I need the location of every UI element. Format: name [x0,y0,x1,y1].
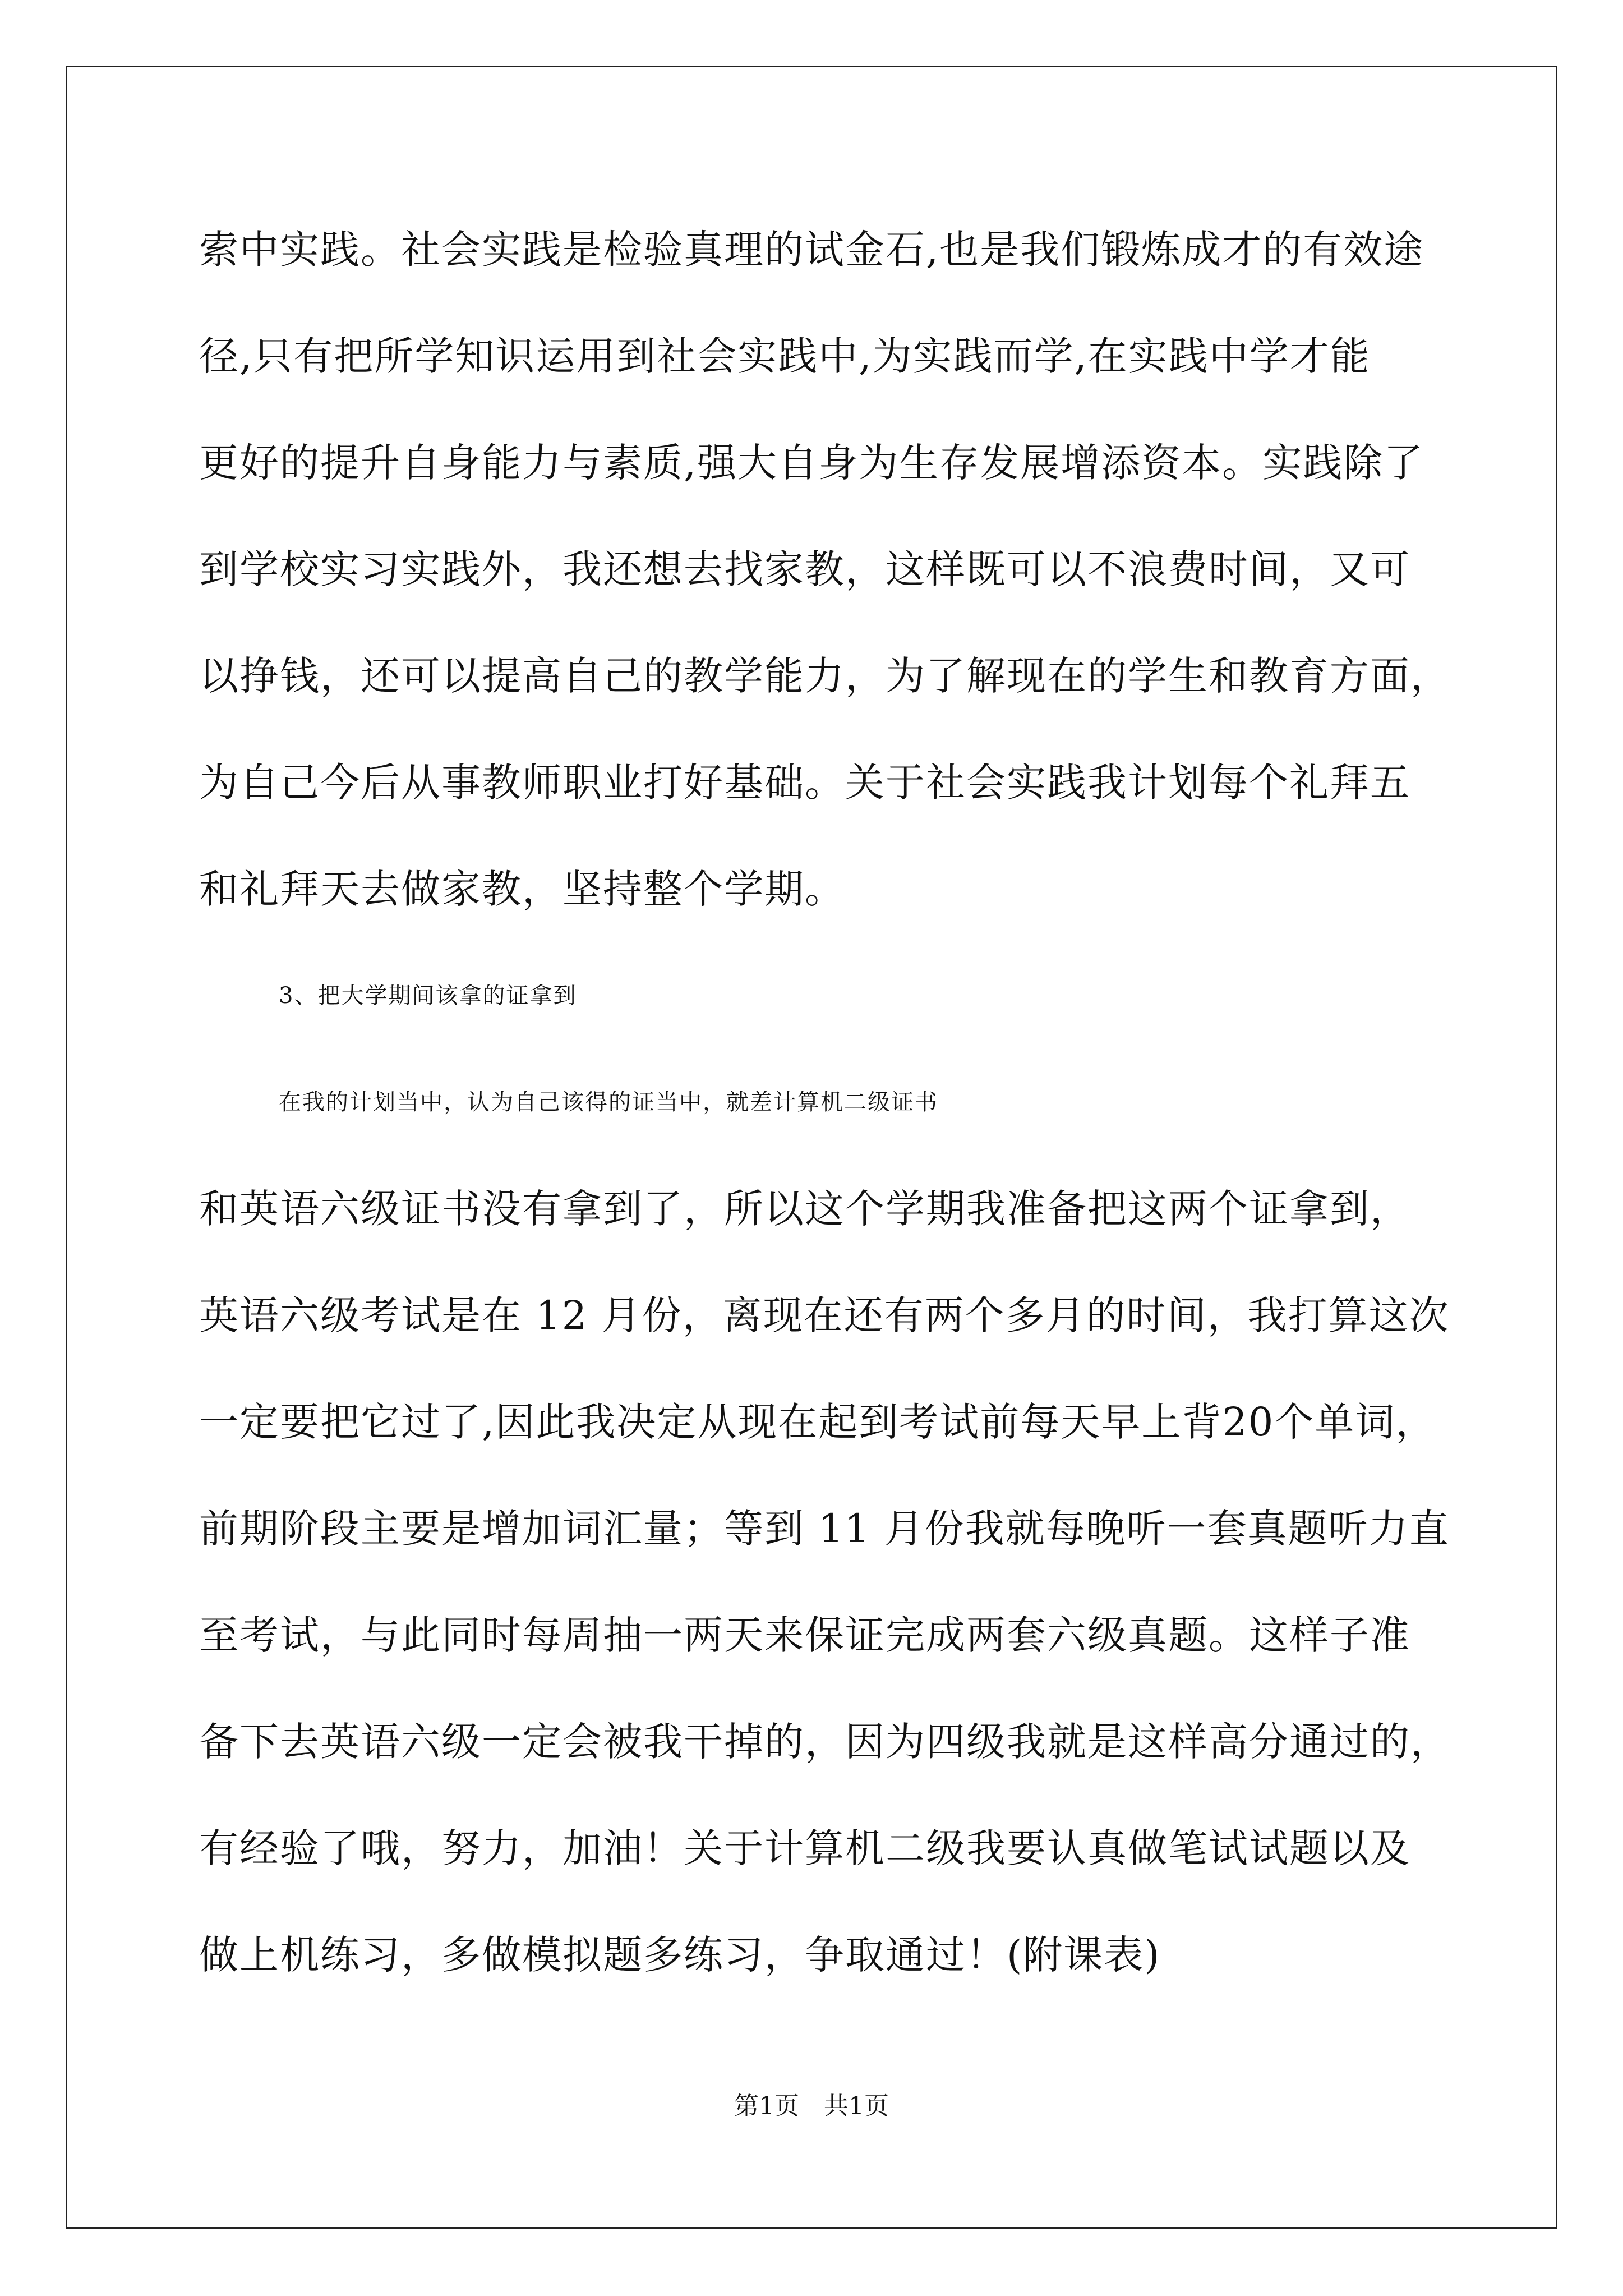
text-line-3: 更好的提升自身能力与素质,强大自身为生存发展增添资本。实践除了 [199,440,1424,486]
text-line-15: 备下去英语六级一定会被我干掉的，因为四级我就是这样高分通过的， [199,1719,1451,1765]
text-line-12: 一定要把它过了,因此我决定从现在起到考试前每天早上背20个单词， [199,1399,1436,1445]
text-line-17: 做上机练习，多做模拟题多练习，争取通过！(附课表) [199,1932,1161,1978]
page-border [66,66,1557,2229]
text-line-11: 英语六级考试是在 12 月份，离现在还有两个多月的时间，我打算这次 [199,1292,1450,1338]
text-line-9: 在我的计划当中，认为自己该得的证当中，就差计算机二级证书 [279,1089,938,1115]
text-line-13: 前期阶段主要是增加词汇量；等到 11 月份我就每晚听一套真题听力直 [199,1506,1450,1552]
text-line-4: 到学校实习实践外，我还想去找家教，这样既可以不浪费时间，又可 [199,546,1410,592]
text-line-10: 和英语六级证书没有拿到了，所以这个学期我准备把这两个证拿到， [199,1186,1410,1232]
text-line-1: 索中实践。社会实践是检验真理的试金石,也是我们锻炼成才的有效途 [199,227,1424,273]
page-footer: 第1页 共1页 [734,2092,889,2120]
text-line-5: 以挣钱，还可以提高自己的教学能力，为了解现在的学生和教育方面， [199,653,1451,699]
text-line-16: 有经验了哦，努力，加油！关于计算机二级我要认真做笔试试题以及 [199,1825,1410,1871]
text-line-14: 至考试，与此同时每周抽一两天来保证完成两套六级真题。这样子准 [199,1612,1410,1658]
text-line-6: 为自己今后从事教师职业打好基础。关于社会实践我计划每个礼拜五 [199,760,1410,806]
section-heading: 3、把大学期间该拿的证拿到 [279,983,577,1009]
text-line-7: 和礼拜天去做家教，坚持整个学期。 [199,866,845,912]
text-line-2: 径,只有把所学知识运用到社会实践中,为实践而学,在实践中学才能 [199,333,1371,379]
